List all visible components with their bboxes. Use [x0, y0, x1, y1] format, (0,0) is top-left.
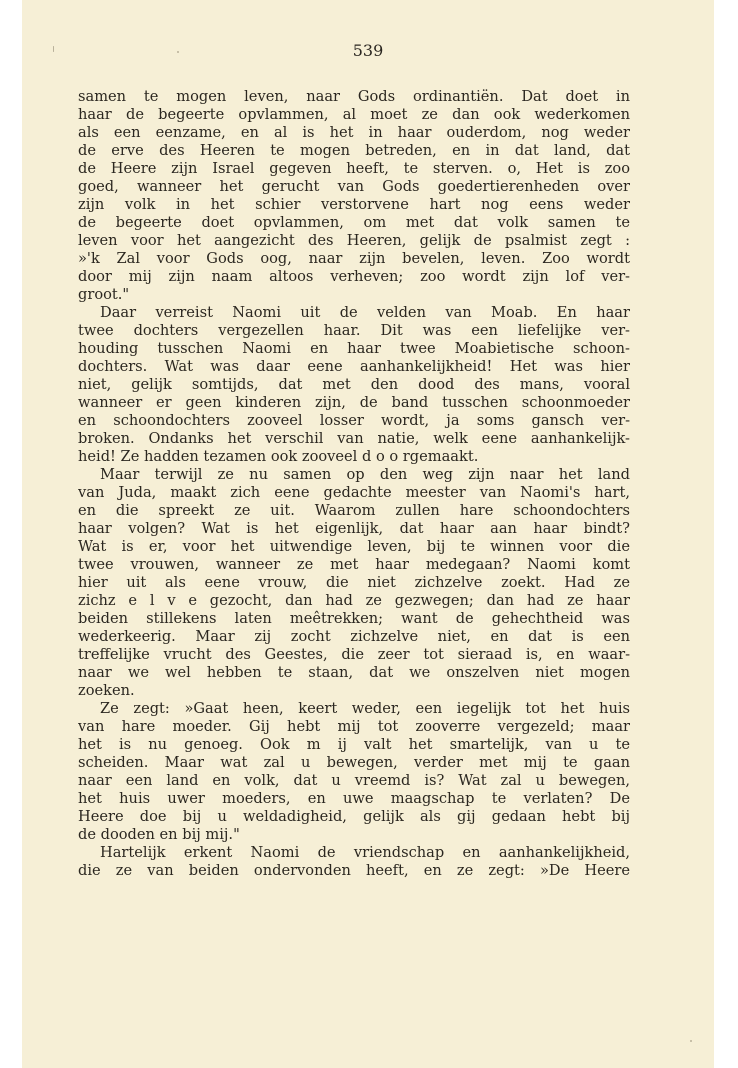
text-line: broken. Ondanks het verschil van natie, welk eene aanhankelijk- — [78, 430, 630, 447]
text-line: dochters. Wat was daar eene aanhankelijkheid! Het was hier — [78, 358, 630, 375]
text-line: en die spreekt ze uit. Waarom zullen hare schoondochters — [78, 502, 630, 519]
text-line: Maar terwijl ze nu samen op den weg zijn naar het land — [100, 466, 630, 483]
text-line: die ze van beiden ondervonden heeft, en ze zegt: »De Heere — [78, 862, 630, 879]
paragraph — [78, 304, 630, 466]
text-line: haar de begeerte opvlammen, al moet ze dan ook wederkomen — [78, 106, 630, 123]
text-line: wederkeerig. Maar zij zocht zichzelve niet, en dat is een — [78, 628, 630, 645]
text-line: de begeerte doet opvlammen, om met dat volk samen te — [78, 214, 630, 231]
text-line: het huis uwer moeders, en uwe maagschap te verlaten? De — [78, 790, 630, 807]
text-line: de dooden en bij mij." — [78, 826, 240, 843]
text-line: »'k Zal voor Gods oog, naar zijn bevelen, leven. Zoo wordt — [78, 250, 630, 267]
text-line: Ze zegt: »Gaat heen, keert weder, een iegelijk tot het huis — [100, 700, 630, 717]
text-line: door mij zijn naam altoos verheven; zoo wordt zijn lof ver- — [78, 268, 630, 285]
book-page — [22, 0, 714, 1068]
text-line: Hartelijk erkent Naomi de vriendschap en aanhankelijkheid, — [100, 844, 630, 861]
text-line: zichz e l v e gezocht, dan had ze gezwegen; dan had ze haar — [78, 592, 630, 609]
text-line: scheiden. Maar wat zal u bewegen, verder met mij te gaan — [78, 754, 630, 771]
text-line: twee vrouwen, wanneer ze met haar medegaan? Naomi komt — [78, 556, 630, 573]
text-line: naar we wel hebben te staan, dat we onszelven niet mogen — [78, 664, 630, 681]
text-line: heid! Ze hadden tezamen ook zooveel d o o rgemaakt. — [78, 448, 479, 465]
text-line: samen te mogen leven, naar Gods ordinantiën. Dat doet in — [78, 88, 630, 105]
paragraph — [78, 700, 630, 844]
text-line: niet, gelijk somtijds, dat met den dood des mans, vooral — [78, 376, 630, 393]
text-line: de erve des Heeren te mogen betreden, en in dat land, dat — [78, 142, 630, 159]
paragraph — [78, 844, 630, 880]
text-line: goed, wanneer het gerucht van Gods goedertierenheden over — [78, 178, 630, 195]
text-line: het is nu genoeg. Ook m ij valt het smartelijk, van u te — [78, 736, 630, 753]
text-line: als een eenzame, en al is het in haar ouderdom, nog weder — [78, 124, 630, 141]
text-line: hier uit als eene vrouw, die niet zichzelve zoekt. Had ze — [78, 574, 630, 591]
text-line: zijn volk in het schier verstorvene hart nog eens weder — [78, 196, 630, 213]
paragraph — [78, 88, 630, 304]
text-line: en schoondochters zooveel losser wordt, ja soms gansch ver- — [78, 412, 630, 429]
text-line: groot." — [78, 286, 130, 303]
paragraph — [78, 466, 630, 700]
text-line: de Heere zijn Israel gegeven heeft, te sterven. o, Het is zoo — [78, 160, 630, 177]
text-line: houding tusschen Naomi en haar twee Moabietische schoon- — [78, 340, 630, 357]
text-line: twee dochters vergezellen haar. Dit was een liefelijke ver- — [78, 322, 630, 339]
text-line: van hare moeder. Gij hebt mij tot zooverre vergezeld; maar — [78, 718, 630, 735]
body-text — [78, 88, 630, 880]
text-line: beiden stillekens laten meêtrekken; want de gehechtheid was — [78, 610, 630, 627]
page-number: 539 — [352, 41, 384, 60]
text-line: treffelijke vrucht des Geestes, die zeer tot sieraad is, en waar- — [78, 646, 630, 663]
text-line: leven voor het aangezicht des Heeren, gelijk de psalmist zegt : — [78, 232, 630, 249]
text-line: van Juda, maakt zich eene gedachte meester van Naomi's hart, — [78, 484, 630, 501]
text-line: wanneer er geen kinderen zijn, de band tusschen schoonmoeder — [78, 394, 630, 411]
scan-speck — [690, 1040, 692, 1042]
text-line: Daar verreist Naomi uit de velden van Moab. En haar — [100, 304, 630, 321]
text-line: naar een land en volk, dat u vreemd is? Wat zal u bewegen, — [78, 772, 630, 789]
text-line: Heere doe bij u weldadigheid, gelijk als gij gedaan hebt bij — [78, 808, 630, 825]
text-line: Wat is er, voor het uitwendige leven, bij te winnen voor die — [78, 538, 630, 555]
text-line: zoeken. — [78, 682, 135, 699]
text-line: haar volgen? Wat is het eigenlijk, dat haar aan haar bindt? — [78, 520, 630, 537]
